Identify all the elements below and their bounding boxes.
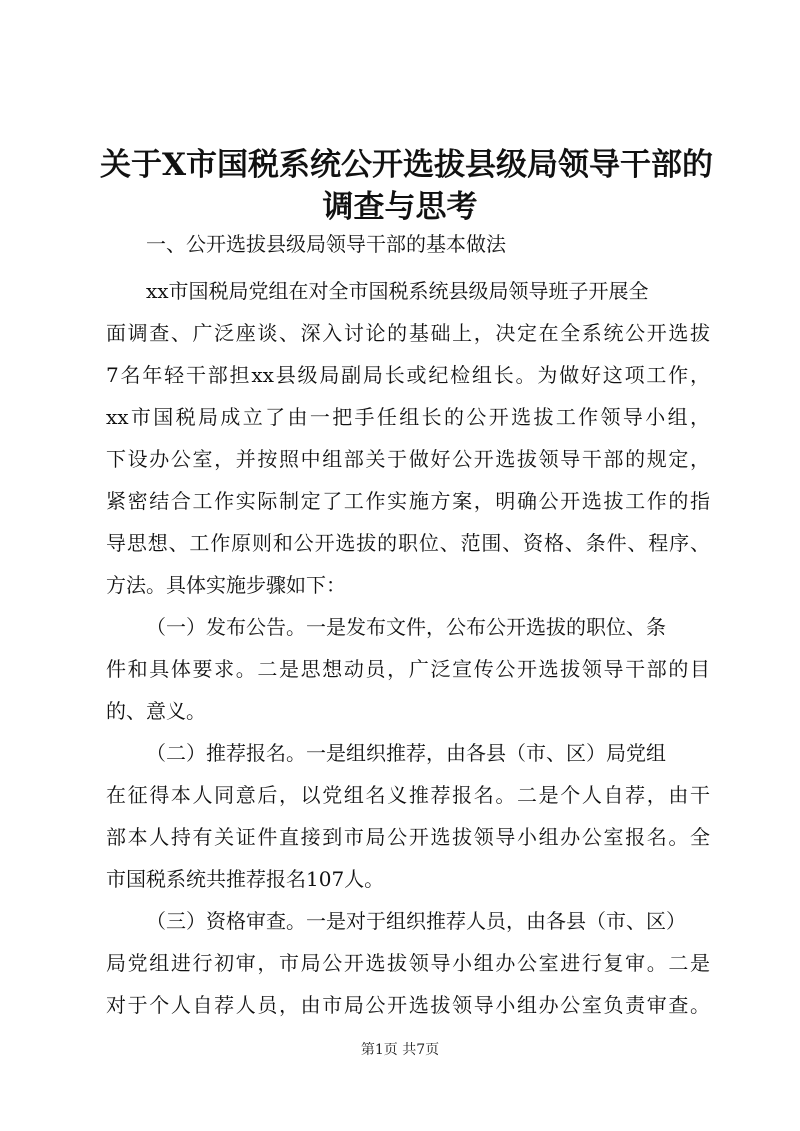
paragraph-line: 紧密结合工作实际制定了工作实施方案，明确公开选拔工作的指 xyxy=(106,489,710,513)
paragraph-line: 局党组进行初审，市局公开选拔领导小组办公室进行复审。二是 xyxy=(106,951,710,975)
paragraph-line: 在征得本人同意后，以党组名义推荐报名。二是个人自荐，由干 xyxy=(106,783,710,807)
paragraph-line: xx市国税局党组在对全市国税系统县级局领导班子开展全 xyxy=(146,279,649,303)
paragraph-line: 对于个人自荐人员，由市局公开选拔领导小组办公室负责审查。 xyxy=(106,993,710,1017)
paragraph-line: 方法。具体实施步骤如下： xyxy=(106,573,346,597)
paragraph-line: 面调查、广泛座谈、深入讨论的基础上，决定在全系统公开选拔 xyxy=(106,321,710,345)
document-title-line-1: 关于X市国税系统公开选拔县级局领导干部的 xyxy=(100,147,714,183)
paragraph-line: 件和具体要求。二是思想动员，广泛宣传公开选拔领导干部的目 xyxy=(106,657,710,681)
paragraph-line: 7名年轻干部担xx县级局副局长或纪检组长。为做好这项工作， xyxy=(106,363,710,387)
document-title-line-2: 调查与思考 xyxy=(322,189,478,225)
paragraph-line: 下设办公室，并按照中组部关于做好公开选拔领导干部的规定， xyxy=(106,447,710,471)
section-heading: 一、公开选拔县级局领导干部的基本做法 xyxy=(146,232,506,256)
paragraph-line: （二）推荐报名。一是组织推荐，由各县（市、区）局党组 xyxy=(146,741,666,765)
paragraph-line: xx市国税局成立了由一把手任组长的公开选拔工作领导小组， xyxy=(106,405,710,429)
page-footer: 第1页 共7页 xyxy=(360,1042,440,1058)
paragraph-line: 的、意义。 xyxy=(106,699,206,723)
paragraph-line: 市国税系统共推荐报名107人。 xyxy=(106,867,385,891)
paragraph-line: （一）发布公告。一是发布文件，公布公开选拔的职位、条 xyxy=(146,615,666,639)
paragraph-line: （三）资格审查。一是对于组织推荐人员，由各县（市、区） xyxy=(146,909,686,933)
paragraph-line: 导思想、工作原则和公开选拔的职位、范围、资格、条件、程序、 xyxy=(106,531,710,555)
paragraph-line: 部本人持有关证件直接到市局公开选拔领导小组办公室报名。全 xyxy=(106,825,710,849)
